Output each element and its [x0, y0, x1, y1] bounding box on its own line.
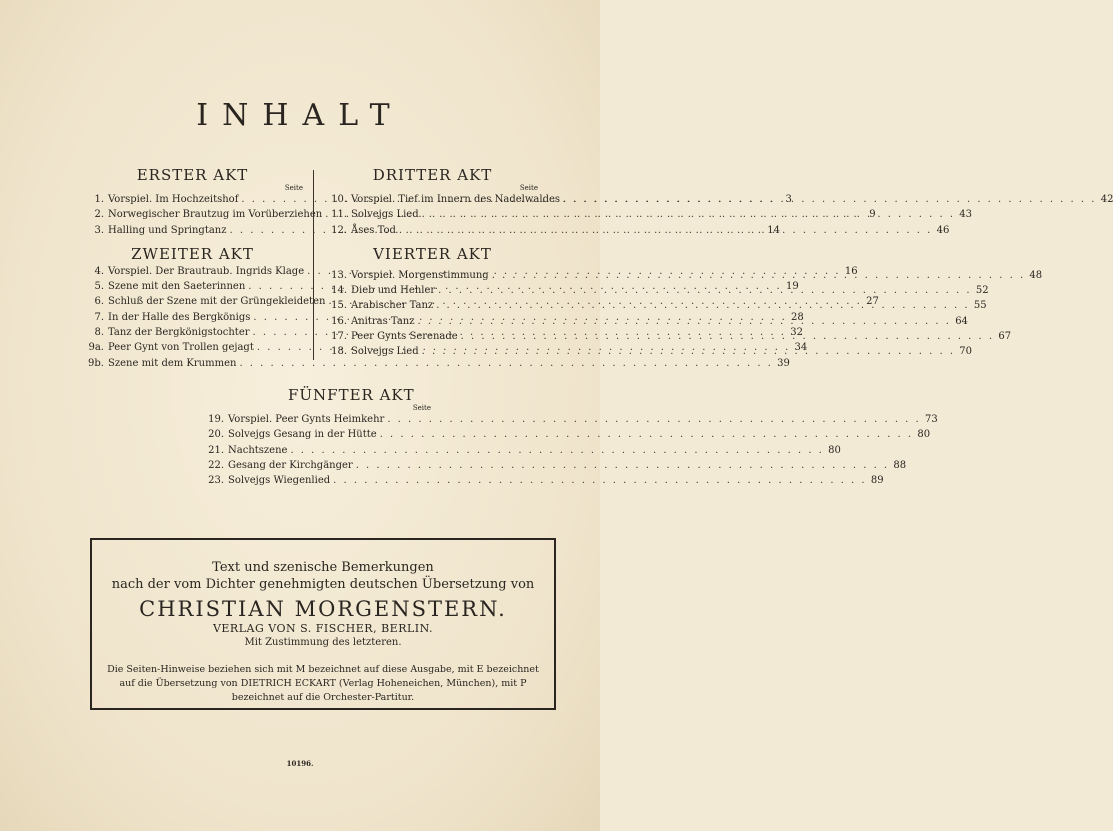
toc-entry-title: Solvejgs Lied — [351, 346, 419, 358]
toc-entry-page: 14 — [767, 224, 780, 236]
toc-entry-number: 7. — [94, 311, 104, 323]
toc-leader-dots — [438, 283, 971, 298]
toc-entry-number: 18. — [331, 346, 347, 358]
toc-entry-number: 16. — [331, 315, 347, 327]
toc-entry — [198, 443, 841, 458]
toc-entry-page: 42 — [1100, 194, 1113, 205]
toc-entry-title: Szene mit den Saeterinnen — [108, 281, 246, 293]
toc-entry-page: 88 — [893, 459, 907, 471]
toc-entry-number: 21. — [208, 444, 224, 456]
toc-entry — [80, 356, 790, 371]
toc-leader-dots — [422, 344, 955, 359]
page-reference-note: Die Seiten-Hinweise beziehen sich mit M bezeichnet auf diese Ausgabe, mit E bezeichnet auf die Übersetzung von DIETRICH ECKART (Verlag Hoheneichen, München), mit P bezeichnet auf die Orchester-Partitur. — [107, 664, 539, 703]
toc-leader-dots — [380, 427, 913, 442]
act-list-fuenfter — [198, 412, 938, 488]
act-heading-dritter: DRITTER AKT — [372, 166, 493, 184]
toc-entry-number: 12. — [331, 224, 347, 236]
toc-entry-number: 6. — [94, 296, 104, 308]
toc-entry — [198, 427, 931, 442]
toc-entry-page: 64 — [955, 315, 968, 327]
toc-leader-dots — [563, 192, 1096, 207]
toc-entry-number: 3. — [94, 224, 104, 236]
toc-entry-page: 46 — [936, 224, 950, 236]
toc-entry — [198, 412, 938, 427]
toc-leader-dots — [356, 458, 889, 473]
toc-leader-dots — [387, 412, 920, 427]
toc-entry-title: Åses Tod — [351, 224, 396, 236]
toc-leader-dots — [399, 223, 932, 238]
seite-label: Seite — [412, 404, 431, 412]
toc-entry-page: 70 — [959, 346, 973, 358]
toc-entry-number: 22. — [208, 459, 224, 471]
toc-entry-number: 9a. — [88, 342, 104, 354]
toc-entry-page: 9 — [869, 209, 876, 221]
toc-entry — [198, 473, 884, 488]
toc-entry-number: 11. — [331, 209, 347, 221]
toc-entry-page: 80 — [828, 444, 841, 456]
publisher: VERLAG VON S. FISCHER, BERLIN. — [212, 622, 434, 635]
toc-entry-page: 52 — [975, 285, 989, 297]
toc-entry-number: 8. — [94, 327, 104, 339]
toc-leader-dots — [436, 298, 969, 313]
toc-entry-number: 14. — [331, 285, 347, 297]
plate-number: 10196. — [286, 759, 314, 768]
toc-entry-title: Solvejgs Wiegenlied — [228, 475, 331, 487]
edition-note-box — [90, 538, 556, 710]
seite-label: Seite — [519, 184, 538, 192]
toc-entry-page: 27 — [866, 296, 879, 308]
toc-entry-title: Anitras Tanz — [351, 315, 415, 327]
toc-entry-number: 4. — [94, 265, 104, 277]
toc-entry-page: 39 — [777, 357, 790, 369]
toc-entry-number: 23. — [208, 475, 224, 487]
toc-entry-page: 19 — [785, 281, 799, 293]
toc-entry-page: 3 — [785, 194, 792, 205]
toc-entry-title: Vorspiel. Der Brautraub. Ingrids Klage — [108, 265, 305, 277]
box-line-2: nach der vom Dichter genehmigten deutschen Übersetzung von — [111, 577, 535, 592]
toc-entry-title: Norwegischer Brautzug im Vorüberziehen — [108, 209, 323, 221]
toc-leader-dots — [461, 329, 994, 344]
toc-entry-title: Gesang der Kirchgänger — [228, 459, 353, 471]
act-heading-erster: ERSTER AKT — [136, 166, 249, 184]
toc-entry-page: 67 — [998, 331, 1012, 343]
act-five-section — [198, 385, 938, 488]
seite-label: Seite — [284, 184, 303, 192]
toc-leader-dots — [333, 473, 866, 488]
toc-entry-title: Nachtszene — [228, 444, 288, 456]
toc-entry-page: 32 — [790, 327, 803, 339]
toc-entry-number: 20. — [208, 429, 224, 441]
toc-entry-page: 43 — [959, 209, 973, 221]
toc-entry-page: 89 — [870, 475, 884, 487]
toc-entry-title: Peer Gynts Serenade — [351, 331, 458, 343]
translator-name: CHRISTIAN MORGENSTERN. — [139, 597, 507, 621]
consent-note: Mit Zustimmung des letzteren. — [244, 637, 402, 648]
toc-entry-title: Halling und Springtanz — [108, 224, 227, 236]
toc-entry-title: Solvejgs Lied — [351, 209, 419, 221]
toc-entry-page: 28 — [791, 311, 804, 323]
toc-entry-page: 48 — [1029, 269, 1043, 281]
toc-entry-title: In der Halle des Bergkönigs — [108, 311, 251, 323]
toc-entry-number: 1. — [94, 194, 104, 205]
toc-entry-title: Szene mit dem Krummen — [108, 357, 237, 369]
toc-entry-number: 2. — [94, 209, 104, 221]
toc-entry-number: 15. — [331, 300, 347, 312]
toc-leader-dots — [290, 443, 823, 458]
toc-entry-number: 10. — [331, 194, 347, 205]
toc-entry — [325, 207, 973, 222]
toc-entry-title: Dieb und Hehler — [351, 285, 436, 297]
box-line-1: Text und szenische Bemerkungen — [212, 560, 434, 575]
toc-entry-number: 19. — [208, 414, 224, 425]
toc-entry-number: 13. — [331, 269, 347, 281]
toc-entry-title: Tanz der Bergkönigstochter — [108, 327, 250, 339]
toc-entry-page: 34 — [794, 342, 808, 354]
toc-leader-dots — [422, 207, 955, 222]
toc-entry-number: 17. — [331, 331, 347, 343]
act-heading-zweiter: ZWEITER AKT — [131, 244, 254, 263]
toc-entry-title: Vorspiel. Peer Gynts Heimkehr — [228, 414, 385, 425]
toc-entry — [198, 458, 907, 473]
page-title: INHALT — [196, 98, 404, 133]
toc-entry-page: 80 — [917, 429, 931, 441]
toc-entry-number: 9b. — [88, 357, 104, 369]
toc-entry-title: Vorspiel. Tief im Innern des Nadelwaldes — [351, 194, 561, 205]
toc-entry-page: 73 — [925, 414, 938, 425]
toc-entry-title: Vorspiel. Im Hochzeitshof — [108, 194, 239, 205]
toc-entry-page: 16 — [844, 265, 858, 277]
toc-entry-title: Vorspiel. Morgenstimmung — [351, 269, 489, 281]
toc-leader-dots — [492, 268, 1025, 283]
toc-entry — [325, 192, 1113, 207]
act-heading-vierter: VIERTER AKT — [373, 244, 492, 263]
toc-leader-dots — [418, 314, 951, 329]
toc-entry-title: Schluß der Szene mit der Grüngekleideten — [108, 296, 326, 308]
toc-entry-title: Solvejgs Gesang in der Hütte — [228, 429, 377, 441]
toc-entry-title: Arabischer Tanz — [351, 300, 434, 312]
act-heading-fuenfter: FÜNFTER AKT — [288, 386, 415, 404]
toc-entry-number: 5. — [94, 281, 104, 293]
toc-entry-page: 55 — [973, 300, 987, 312]
toc-entry-title: Peer Gynt von Trollen gejagt — [108, 342, 254, 354]
